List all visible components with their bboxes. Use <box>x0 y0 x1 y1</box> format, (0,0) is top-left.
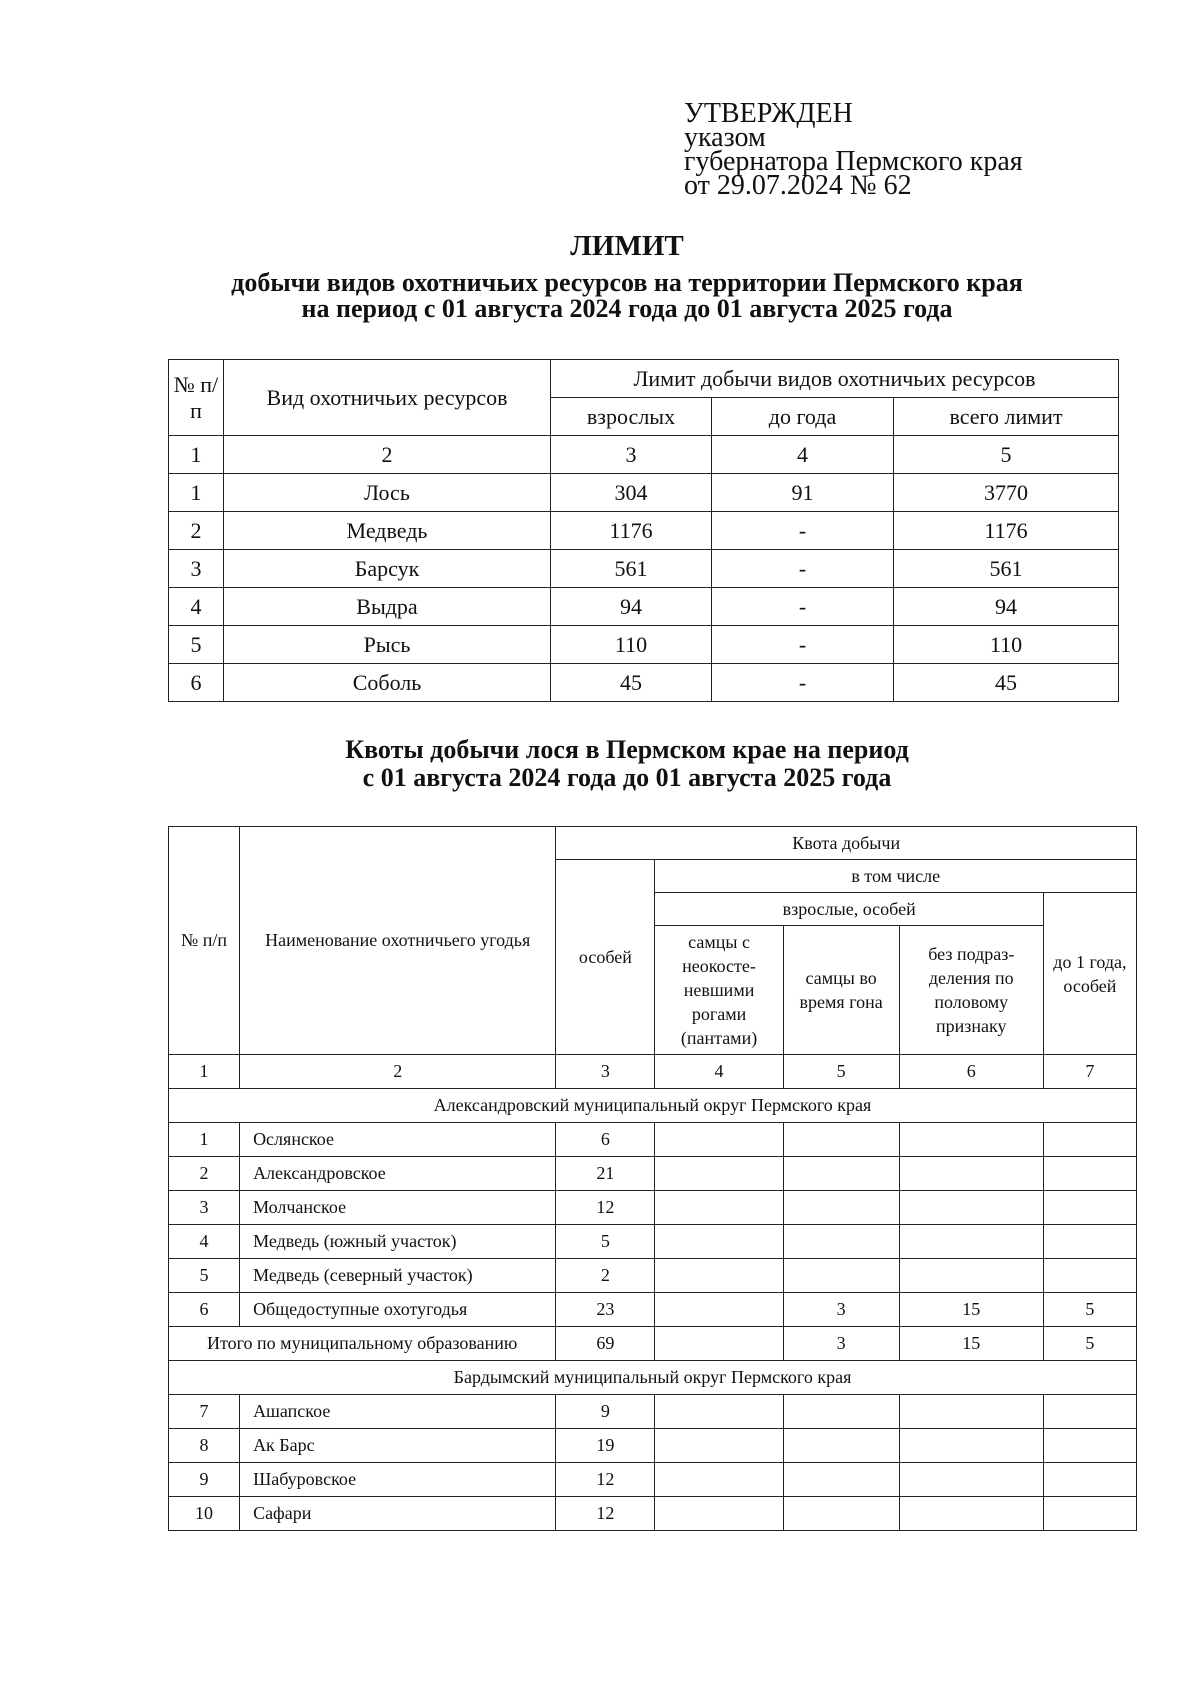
no-sex-value <box>899 1259 1043 1293</box>
rut-value <box>783 1191 899 1225</box>
col-number: 5 <box>783 1055 899 1089</box>
velvet-value <box>655 1327 783 1361</box>
under-year-value: 91 <box>712 474 894 512</box>
rut-value: 3 <box>783 1293 899 1327</box>
table-row <box>169 474 1119 512</box>
quota-value: 6 <box>556 1123 655 1157</box>
rut-value <box>783 1497 899 1531</box>
quota-header-num: № п/п <box>169 827 240 1055</box>
limit-subtitle-line: добычи видов охотничьих ресурсов на территории Пермского края <box>231 268 1023 297</box>
limit-header-species: Вид охотничьих ресурсов <box>224 360 551 436</box>
ground-name: Ак Барс <box>240 1429 556 1463</box>
approval-line: указом <box>684 122 766 153</box>
under-year-value <box>1043 1463 1136 1497</box>
quota-title-line: с 01 августа 2024 года до 01 августа 2025 года <box>362 763 892 792</box>
limit-title: ЛИМИТ <box>570 230 684 262</box>
rut-value <box>783 1123 899 1157</box>
row-number: 1 <box>169 1123 240 1157</box>
limit-header-adults: взрослых <box>551 398 712 436</box>
col-number: 2 <box>224 436 551 474</box>
district-total-row <box>169 1327 1137 1361</box>
velvet-value <box>655 1429 783 1463</box>
row-number: 4 <box>169 1225 240 1259</box>
total-value: 1176 <box>894 512 1119 550</box>
table-row <box>169 1123 1137 1157</box>
col-number: 1 <box>169 436 224 474</box>
under-year-value: - <box>712 664 894 702</box>
adults-value: 94 <box>551 588 712 626</box>
quota-value: 9 <box>556 1395 655 1429</box>
velvet-value <box>655 1123 783 1157</box>
row-number: 10 <box>169 1497 240 1531</box>
no-sex-value <box>899 1429 1043 1463</box>
quota-header-name: Наименование охотничьего угодья <box>240 827 556 1055</box>
velvet-value <box>655 1225 783 1259</box>
row-number: 1 <box>169 474 224 512</box>
row-number: 6 <box>169 1293 240 1327</box>
under-year-value: - <box>712 626 894 664</box>
quota-value: 12 <box>556 1463 655 1497</box>
table-row <box>169 664 1119 702</box>
table-row <box>169 1157 1137 1191</box>
ground-name: Шабуровское <box>240 1463 556 1497</box>
limit-header-under-year: до года <box>712 398 894 436</box>
under-year-value: 5 <box>1043 1293 1136 1327</box>
table-row <box>169 512 1119 550</box>
under-year-value <box>1043 1191 1136 1225</box>
table-row <box>169 1463 1137 1497</box>
limit-header-num: № п/п <box>169 360 224 436</box>
no-sex-value <box>899 1191 1043 1225</box>
rut-value <box>783 1157 899 1191</box>
rut-value <box>783 1463 899 1497</box>
adults-value: 304 <box>551 474 712 512</box>
ground-name: Медведь (северный участок) <box>240 1259 556 1293</box>
rut-value <box>783 1395 899 1429</box>
quota-header-rut: самцы во время гона <box>783 926 899 1055</box>
quota-title <box>0 736 1200 792</box>
row-number: 5 <box>169 1259 240 1293</box>
species-name: Соболь <box>224 664 551 702</box>
table-row <box>169 1395 1137 1429</box>
quota-value: 5 <box>556 1225 655 1259</box>
no-sex-value: 15 <box>899 1293 1043 1327</box>
total-value: 110 <box>894 626 1119 664</box>
quota-value: 12 <box>556 1497 655 1531</box>
species-name: Лось <box>224 474 551 512</box>
row-number: 8 <box>169 1429 240 1463</box>
rut-value <box>783 1429 899 1463</box>
approval-line: от 29.07.2024 № 62 <box>684 170 912 201</box>
ground-name: Ослянское <box>240 1123 556 1157</box>
rut-value: 3 <box>783 1327 899 1361</box>
no-sex-value <box>899 1395 1043 1429</box>
ground-name: Общедоступные охотугодья <box>240 1293 556 1327</box>
ground-name: Ашапское <box>240 1395 556 1429</box>
ground-name: Медведь (южный участок) <box>240 1225 556 1259</box>
total-value: 3770 <box>894 474 1119 512</box>
table-row <box>169 588 1119 626</box>
row-number: 2 <box>169 1157 240 1191</box>
col-number: 4 <box>655 1055 783 1089</box>
quota-header-individuals: особей <box>556 860 655 1055</box>
limit-col-numbers-row <box>169 436 1119 474</box>
velvet-value <box>655 1259 783 1293</box>
velvet-value <box>655 1157 783 1191</box>
quota-header-no-sex: без подраз- деления по половому признаку <box>899 926 1043 1055</box>
table-row <box>169 626 1119 664</box>
no-sex-value <box>899 1123 1043 1157</box>
velvet-value <box>655 1191 783 1225</box>
rut-value <box>783 1259 899 1293</box>
row-number: 2 <box>169 512 224 550</box>
col-number: 4 <box>712 436 894 474</box>
quota-value: 23 <box>556 1293 655 1327</box>
adults-value: 45 <box>551 664 712 702</box>
district-row <box>169 1361 1137 1395</box>
col-number: 6 <box>899 1055 1043 1089</box>
table-row <box>169 1497 1137 1531</box>
table-row <box>169 1191 1137 1225</box>
row-number: 7 <box>169 1395 240 1429</box>
quota-value: 21 <box>556 1157 655 1191</box>
col-number: 3 <box>551 436 712 474</box>
row-number: 9 <box>169 1463 240 1497</box>
ground-name: Александровское <box>240 1157 556 1191</box>
total-value: 45 <box>894 664 1119 702</box>
no-sex-value <box>899 1225 1043 1259</box>
no-sex-value: 15 <box>899 1327 1043 1361</box>
approval-line: губернатора Пермского края <box>684 146 1023 177</box>
col-number: 2 <box>240 1055 556 1089</box>
total-value: 94 <box>894 588 1119 626</box>
limit-table <box>168 359 1119 702</box>
quota-header-under-year: до 1 года, особей <box>1043 893 1136 1055</box>
species-name: Рысь <box>224 626 551 664</box>
species-name: Медведь <box>224 512 551 550</box>
under-year-value: - <box>712 550 894 588</box>
adults-value: 561 <box>551 550 712 588</box>
col-number: 5 <box>894 436 1119 474</box>
row-number: 5 <box>169 626 224 664</box>
quota-table <box>168 826 1137 1531</box>
under-year-value <box>1043 1225 1136 1259</box>
district-total-label: Итого по муниципальному образованию <box>169 1327 556 1361</box>
limit-header-group: Лимит добычи видов охотничьих ресурсов <box>551 360 1119 398</box>
under-year-value <box>1043 1123 1136 1157</box>
row-number: 6 <box>169 664 224 702</box>
approval-line: УТВЕРЖДЕН <box>684 98 853 129</box>
limit-subtitle <box>0 270 1200 322</box>
species-name: Выдра <box>224 588 551 626</box>
velvet-value <box>655 1497 783 1531</box>
quota-value: 19 <box>556 1429 655 1463</box>
velvet-value <box>655 1293 783 1327</box>
quota-header-adults: взрослые, особей <box>655 893 1043 926</box>
under-year-value <box>1043 1497 1136 1531</box>
ground-name: Молчанское <box>240 1191 556 1225</box>
total-value: 561 <box>894 550 1119 588</box>
district-row <box>169 1089 1137 1123</box>
table-row <box>169 550 1119 588</box>
quota-title-line: Квоты добычи лося в Пермском крае на период <box>345 735 909 764</box>
quota-value: 69 <box>556 1327 655 1361</box>
col-number: 3 <box>556 1055 655 1089</box>
under-year-value <box>1043 1259 1136 1293</box>
table-row <box>169 1259 1137 1293</box>
under-year-value: - <box>712 588 894 626</box>
no-sex-value <box>899 1157 1043 1191</box>
quota-header-quota: Квота добычи <box>556 827 1137 860</box>
under-year-value: - <box>712 512 894 550</box>
table-row <box>169 1225 1137 1259</box>
no-sex-value <box>899 1497 1043 1531</box>
under-year-value <box>1043 1157 1136 1191</box>
col-number: 7 <box>1043 1055 1136 1089</box>
velvet-value <box>655 1463 783 1497</box>
quota-value: 12 <box>556 1191 655 1225</box>
district-title: Александровский муниципальный округ Пермского края <box>169 1089 1137 1123</box>
quota-header-velvet: самцы с неокосте- невшими рогами (пантами) <box>655 926 783 1055</box>
under-year-value: 5 <box>1043 1327 1136 1361</box>
quota-value: 2 <box>556 1259 655 1293</box>
quota-col-numbers-row <box>169 1055 1137 1089</box>
under-year-value <box>1043 1395 1136 1429</box>
no-sex-value <box>899 1463 1043 1497</box>
district-title: Бардымский муниципальный округ Пермского края <box>169 1361 1137 1395</box>
rut-value <box>783 1225 899 1259</box>
approval-stamp <box>684 98 1104 201</box>
velvet-value <box>655 1395 783 1429</box>
adults-value: 110 <box>551 626 712 664</box>
limit-header-total: всего лимит <box>894 398 1119 436</box>
under-year-value <box>1043 1429 1136 1463</box>
table-row <box>169 1429 1137 1463</box>
adults-value: 1176 <box>551 512 712 550</box>
row-number: 4 <box>169 588 224 626</box>
quota-header-including: в том числе <box>655 860 1137 893</box>
limit-subtitle-line: на период с 01 августа 2024 года до 01 августа 2025 года <box>301 294 953 323</box>
row-number: 3 <box>169 550 224 588</box>
species-name: Барсук <box>224 550 551 588</box>
ground-name: Сафари <box>240 1497 556 1531</box>
row-number: 3 <box>169 1191 240 1225</box>
table-row <box>169 1293 1137 1327</box>
col-number: 1 <box>169 1055 240 1089</box>
